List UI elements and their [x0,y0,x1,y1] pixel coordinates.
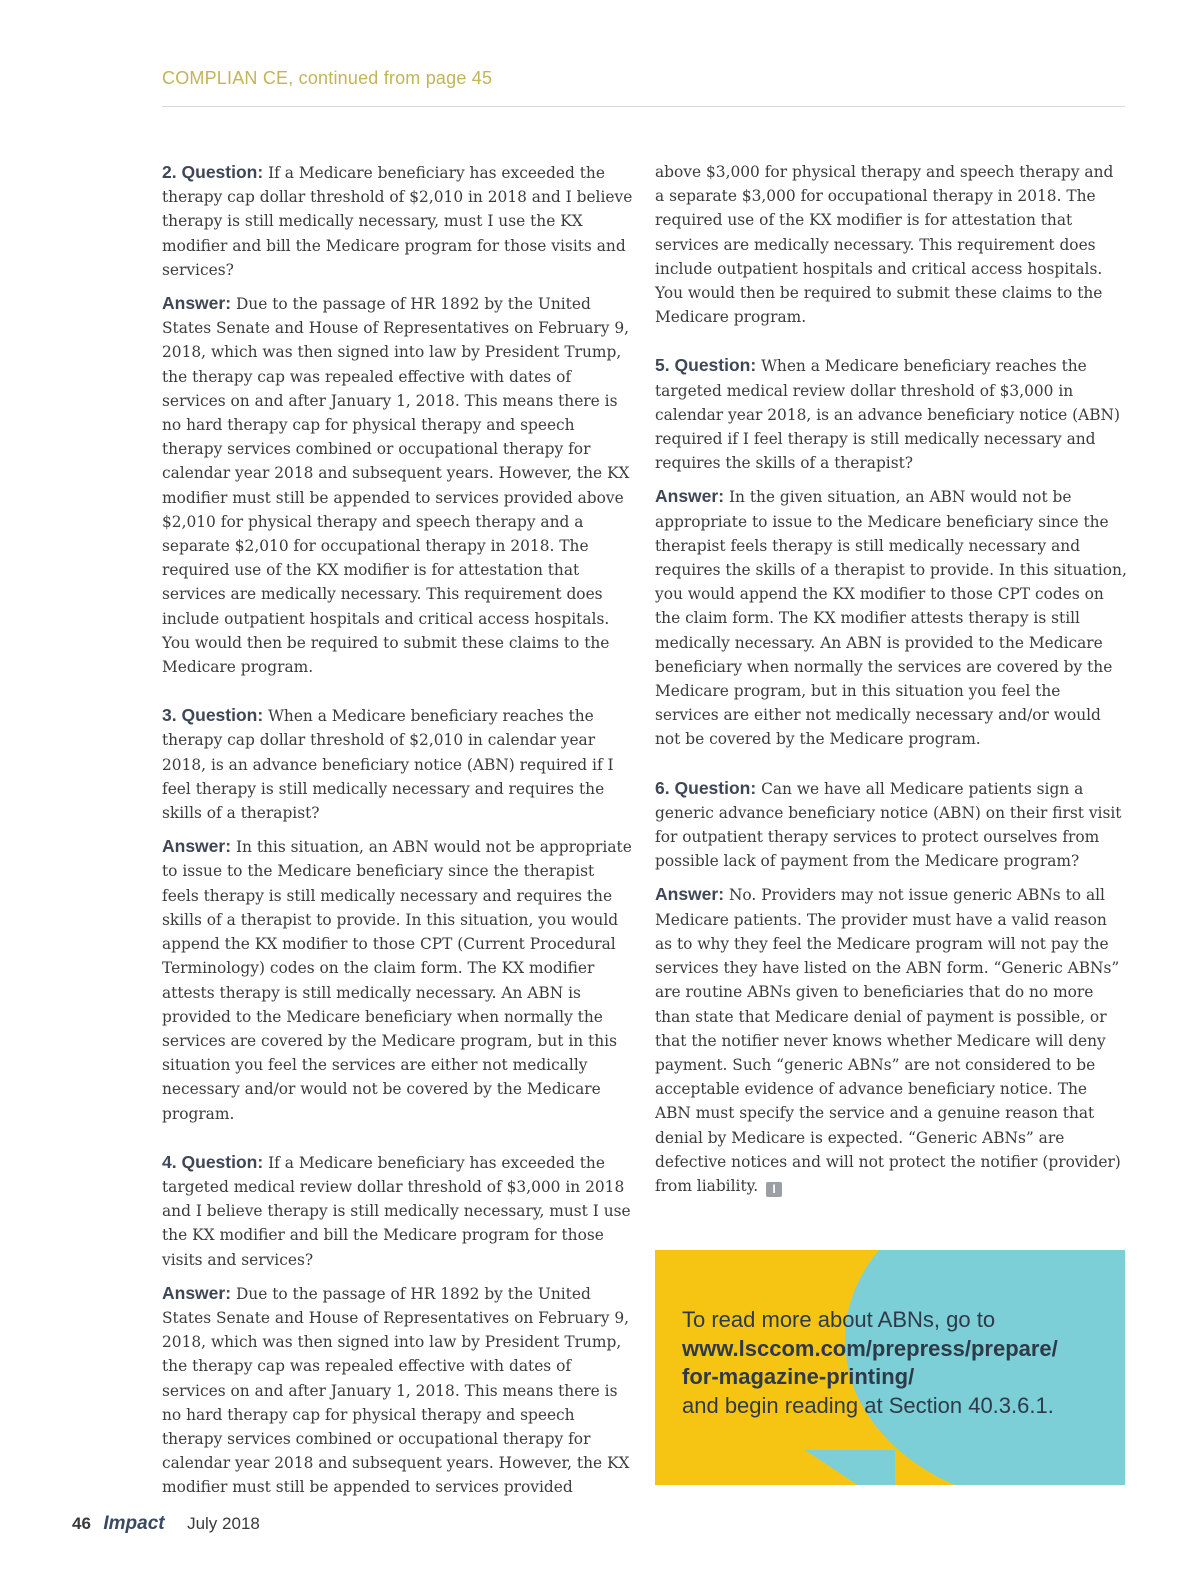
answer-6-text: No. Providers may not issue generic ABNs to all Medicare patients. The provider must have a valid reason as to why they feel the Medicare program will not pay the services they have listed on the ABN form. “Generic ABNs” are routine ABNs given to beneficiaries that do no more than state that Medicare denial of payment is possible, or that the notifier never knows whether Medicare will deny payment. Such “generic ABNs” are not considered to be acceptable evidence of advance beneficiary notice. The ABN must specify the service and a genuine reason that denial by Medicare is expected. “Generic ABNs” are defective notices and will not protect the notifier (provider) from liability. [655,886,1121,1195]
answer-2 [162,291,634,679]
question-6-text: Can we have all Medicare patients sign a generic advance beneficiary notice (ABN) on their first visit for outpatient therapy services to protect ourselves from possible lack of payment from the Medicare program? [655,779,1122,871]
answer-3-text: In this situation, an ABN would not be appropriate to issue to the Medicare beneficiary since the therapist feels therapy is still medically necessary and requires the skills of a therapist to provide. In this situation, you would append the KX modifier to those CPT (Current Procedural Terminology) codes on the claim form. The KX modifier attests therapy is still medically necessary. An ABN is provided to the Medicare beneficiary when normally the services are covered by the Medicare program, but in this situation you feel the services are either not medically necessary and/or would not be covered by the Medicare program. [162,838,632,1123]
question-3-number: 3. [162,705,177,726]
question-6-number: 6. [655,777,670,798]
page-number: 46 [72,1514,91,1533]
callout-text [682,1306,1122,1420]
question-3-text: When a Medicare beneficiary reaches the therapy cap dollar threshold of $2,010 in calendar year 2018, is an advance beneficiary notice (ABN) required if I feel therapy is still medically necessary and requires the skills of a therapist? [162,707,614,823]
speech-bubble-tail [805,1450,895,1485]
answer-6 [655,882,1127,1198]
question-6 [655,776,1127,874]
page-footer [72,1513,260,1535]
question-4-number: 4. [162,1151,177,1172]
question-5-text: When a Medicare beneficiary reaches the targeted medical review dollar threshold of $3,000 in calendar year 2018, is an advance beneficiary notice (ABN) required if I feel therapy is still medically necessary and requires the skills of a therapist? [655,357,1121,473]
answer-5 [655,484,1127,751]
answer-3-label: Answer: [162,836,232,857]
question-5-label: Question: [674,355,757,376]
right-column [655,160,1127,1198]
answer-5-label: Answer: [655,486,725,507]
question-3 [162,703,634,825]
question-2-label: Question: [181,162,264,182]
callout-intro: To read more about ABNs, go to [682,1307,996,1332]
left-column [162,160,634,1500]
question-2-number: 2. [162,162,177,182]
callout-link-line-2[interactable]: for-magazine-printing/ [682,1364,915,1389]
answer-4-part-2 [655,160,1127,329]
callout-link-line-1[interactable]: www.lsccom.com/prepress/prepare/ [682,1335,1058,1361]
issue-date: July 2018 [187,1514,260,1533]
answer-3 [162,834,634,1125]
question-2 [162,160,634,282]
answer-6-label: Answer: [655,884,725,905]
article-end-mark-icon: I [766,1182,782,1197]
question-3-label: Question: [181,705,264,726]
answer-2-label: Answer: [162,293,232,314]
question-4-label: Question: [181,1151,264,1172]
question-5-number: 5. [655,355,670,376]
header-divider [162,106,1125,107]
answer-4-part-1 [162,1281,634,1500]
answer-5-text: In the given situation, an ABN would not be appropriate to issue to the Medicare beneficiary since the therapist feels therapy is still medically necessary and requires the skills of a therapist to provide. In this situation, you would append the KX modifier to those CPT codes on the claim form. The KX modifier attests therapy is still medically necessary. An ABN is provided to the Medicare beneficiary when normally the services are covered by the Medicare program, but in this situation you feel the services are either not medically necessary and/or would not be covered by the Medicare program. [655,488,1127,749]
question-4-text: If a Medicare beneficiary has exceeded the targeted medical review dollar threshold of $3,000 in 2018 and I believe therapy is still medically necessary, must I use the KX modifier and bill the Medicare program for those visits and services? [162,1153,631,1269]
abn-callout-box [655,1250,1125,1485]
question-4 [162,1150,634,1272]
question-6-label: Question: [674,777,757,798]
running-head: COMPLIAN CE, continued from page 45 [162,68,493,88]
callout-outro: and begin reading at Section 40.3.6.1. [682,1392,1054,1418]
magazine-name: Impact [103,1513,165,1534]
answer-4-text-part-2: above $3,000 for physical therapy and speech therapy and a separate $3,000 for occupational therapy in 2018. The required use of the KX modifier is for attestation that services are medically necessary. This requirement does include outpatient hospitals and critical access hospitals. You would then be required to submit these claims to the Medicare program. [655,163,1114,327]
answer-2-text: Due to the passage of HR 1892 by the United States Senate and House of Representatives on February 9, 2018, which was then signed into law by President Trump, the therapy cap was repealed effective with dates of services on and after January 1, 2018. This means there is no hard therapy cap for physical therapy and speech therapy services combined or occupational therapy for calendar year 2018 and subsequent years. However, the KX modifier must still be appended to services provided above $2,010 for physical therapy and speech therapy and a separate $2,010 for occupational therapy in 2018. The required use of the KX modifier is for attestation that services are medically necessary. This requirement does include outpatient hospitals and critical access hospitals. You would then be required to submit these claims to the Medicare program. [162,295,630,677]
question-2-text: If a Medicare beneficiary has exceeded the therapy cap dollar threshold of $2,010 in 2018 and I believe therapy is still medically necessary, must I use the KX modifier and bill the Medicare program for those visits and services? [162,164,633,279]
question-5 [655,353,1127,475]
answer-4-label: Answer: [162,1282,232,1303]
answer-4-text-part-1: Due to the passage of HR 1892 by the United States Senate and House of Representatives on February 9, 2018, which was then signed into law by President Trump, the therapy cap was repealed effective with dates of services on and after January 1, 2018. This means there is no hard therapy cap for physical therapy and speech therapy services combined or occupational therapy for calendar year 2018 and subsequent years. However, the KX modifier must still be appended to services provided [162,1284,630,1497]
